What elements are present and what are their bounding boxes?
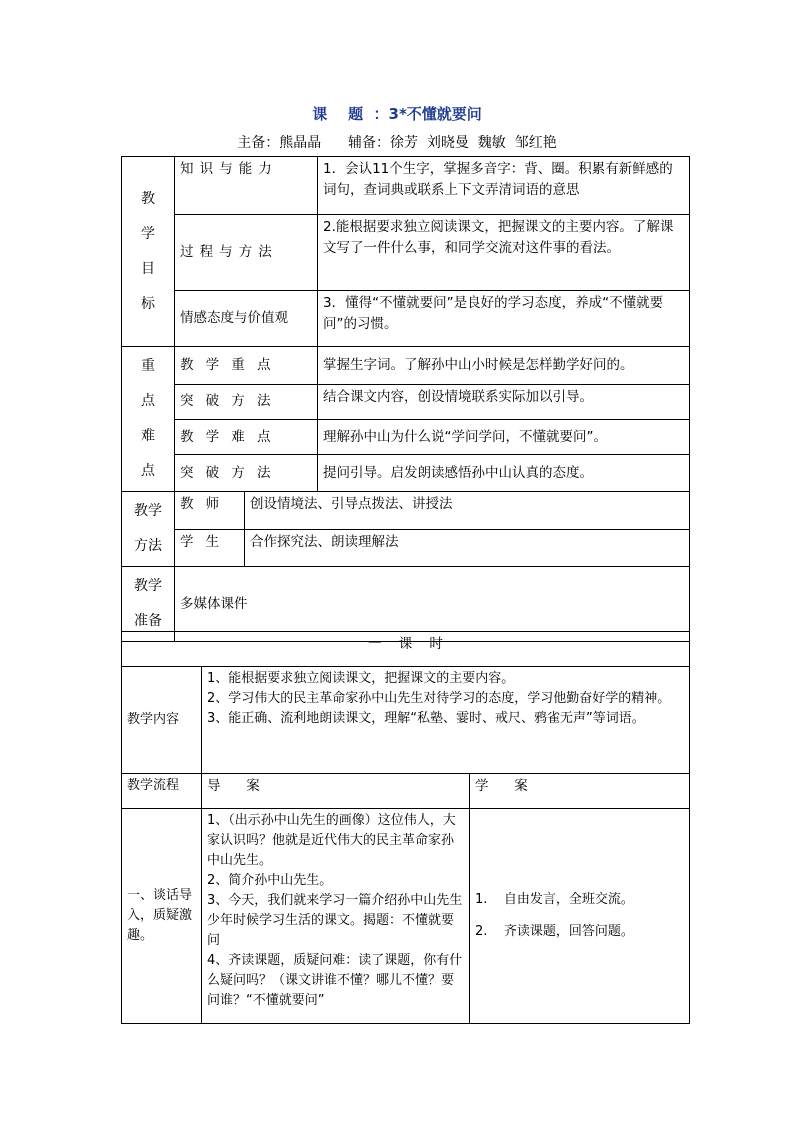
keypoint-name: 突破方法: [175, 384, 318, 419]
objective-text: 1．会认11个生字，掌握多音字：背、圈。积累有新鲜感的词句，查词典或联系上下文弄清词语的意思: [318, 157, 690, 215]
lesson-plan-table-upper: [121, 156, 690, 642]
keypoint-text: 掌握生字词。了解孙中山小时候是怎样勤学好问的。: [318, 347, 690, 385]
objectives-label: 教 学 目 标: [122, 157, 175, 347]
content-item: 3、能正确、流利地朗读课文，理解“私塾、霎时、戒尺、鸦雀无声”等词语。: [207, 711, 645, 726]
prep-text: 多媒体课件: [175, 567, 690, 642]
objective-text: 2.能根据要求独立阅读课文，把握课文的主要内容。了解课文写了一件什么事，和同学交流对这件事的看法。: [318, 215, 690, 291]
objective-name: 知识与能力: [175, 157, 318, 215]
guide-label: 导 案: [202, 774, 470, 809]
guide-item: 1、（出示孙中山先生的画像）这位伟人，大家认识吗？他就是近代伟大的民主革命家孙中山先生。: [207, 813, 456, 868]
content-item: 2、学习伟大的民主革命家孙中山先生对待学习的态度，学习他勤奋好学的精神。: [207, 691, 671, 706]
study-content: [470, 809, 690, 1024]
guide-item: 2、简介孙中山先生。: [207, 873, 333, 888]
page-subtitle: 主备：熊晶晶 辅备：徐芳 刘晓曼 魏敏 邹红艳: [237, 135, 557, 151]
keypoint-text: 结合课文内容，创设情境联系实际加以引导。: [318, 384, 690, 419]
keypoint-name: 教学难点: [175, 420, 318, 455]
method-text: 创设情境法、引导点拨法、讲授法: [245, 492, 690, 530]
methods-label: 教学 方法: [122, 492, 175, 567]
study-item: 2. 齐读课题，回答问题。: [475, 924, 634, 939]
method-text: 合作探究法、朗读理解法: [245, 529, 690, 567]
objective-name: 过程与方法: [175, 215, 318, 291]
flow-label: 教学流程: [122, 774, 202, 809]
guide-item: 4、齐读课题，质疑问难：读了课题，你有什么疑问吗？（课文讲谁不懂？哪儿不懂？要问谁？“不懂就要问”: [207, 953, 463, 1008]
study-item: 1. 自由发言，全班交流。: [475, 892, 634, 907]
objective-text: 3．懂得“不懂就要问”是良好的学习态度，养成“不懂就要问”的习惯。: [318, 291, 690, 347]
lesson-period: 一 课 时: [122, 632, 690, 667]
prep-label: 教学 准备: [122, 567, 175, 642]
keypoints-label: 重 点 难 点: [122, 347, 175, 492]
keypoint-text: 提问引导。启发朗读感悟孙中山认真的态度。: [318, 455, 690, 492]
guide-content: [202, 809, 470, 1024]
content-item: 1、能根据要求独立阅读课文，把握课文的主要内容。: [207, 671, 515, 686]
content-label: 教学内容: [122, 667, 202, 774]
keypoint-name: 教学重点: [175, 347, 318, 385]
study-label: 学 案: [470, 774, 690, 809]
lesson-plan-table-lower: [121, 631, 690, 1024]
page-title: 课 题 ：3*不懂就要问: [312, 105, 482, 123]
objective-name: 情感态度与价值观: [175, 291, 318, 347]
content-list: [202, 667, 690, 774]
guide-item: 3、今天，我们就来学习一篇介绍孙中山先生少年时候学习生活的课文。揭题：不懂就要问: [207, 893, 463, 948]
method-name: 学生: [175, 529, 245, 567]
keypoint-text: 理解孙中山为什么说“学问学问，不懂就要问”。: [318, 420, 690, 455]
method-name: 教师: [175, 492, 245, 530]
keypoint-name: 突破方法: [175, 455, 318, 492]
step1-label: 一、谈话导入，质疑激趣。: [122, 809, 202, 1024]
